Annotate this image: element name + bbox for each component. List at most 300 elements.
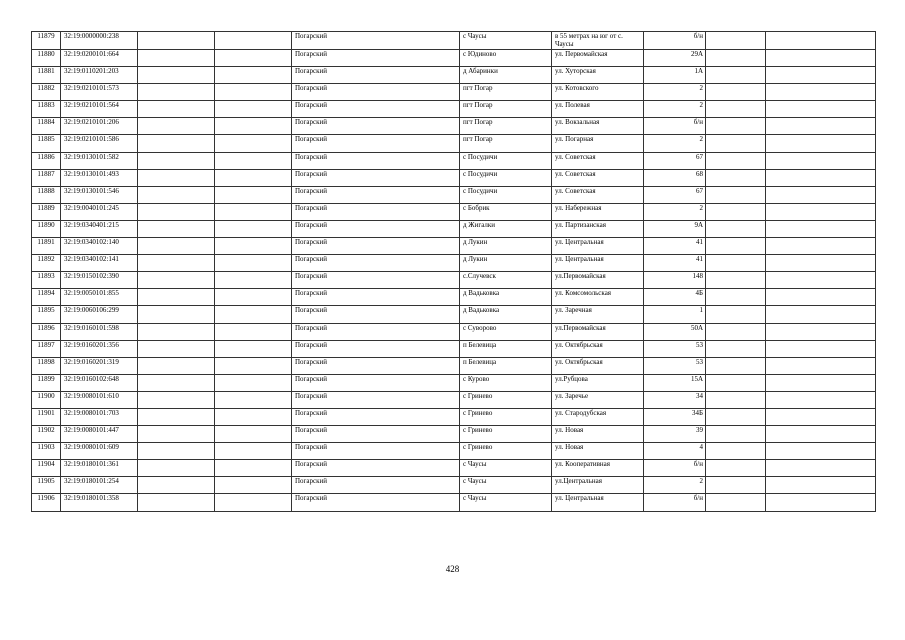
street-cell: ул. Новая (552, 443, 644, 460)
empty-cell (766, 374, 876, 391)
locality-cell: с Чаусы (460, 460, 552, 477)
empty-cell (706, 340, 766, 357)
empty-cell (215, 220, 292, 237)
empty-cell (706, 391, 766, 408)
table-row (32, 84, 876, 101)
empty-cell (766, 272, 876, 289)
table-row (32, 357, 876, 374)
house-number-cell: 15А (644, 374, 706, 391)
district-cell: Погарский (292, 426, 460, 443)
cadastral-number-cell: 32:19:0180101:361 (61, 460, 138, 477)
empty-cell (706, 477, 766, 494)
cadastral-number-cell: 32:19:0210101:573 (61, 84, 138, 101)
cadastral-number-cell: 32:19:0130101:493 (61, 169, 138, 186)
row-number-cell: 11903 (32, 443, 61, 460)
house-number-cell: б/н (644, 460, 706, 477)
row-number-cell: 11886 (32, 152, 61, 169)
empty-cell (706, 101, 766, 118)
house-number-cell: 148 (644, 272, 706, 289)
table-row (32, 323, 876, 340)
table-row (32, 443, 876, 460)
locality-cell: с Чаусы (460, 32, 552, 50)
empty-cell (766, 255, 876, 272)
empty-cell (766, 494, 876, 511)
locality-cell: с Чаусы (460, 494, 552, 511)
cadastral-number-cell: 32:19:0080101:610 (61, 391, 138, 408)
empty-cell (706, 306, 766, 323)
locality-cell: пгт Погар (460, 118, 552, 135)
locality-cell: с Суворово (460, 323, 552, 340)
empty-cell (215, 374, 292, 391)
row-number-cell: 11891 (32, 238, 61, 255)
locality-cell: с Посудичи (460, 169, 552, 186)
empty-cell (766, 169, 876, 186)
table-row (32, 220, 876, 237)
locality-cell: пгт Погар (460, 135, 552, 152)
table-row (32, 340, 876, 357)
cadastral-number-cell: 32:19:0080101:447 (61, 426, 138, 443)
house-number-cell: 29А (644, 50, 706, 67)
street-cell: ул. Котовского (552, 84, 644, 101)
locality-cell: с Гринево (460, 408, 552, 425)
cadastral-number-cell: 32:19:0110201:203 (61, 67, 138, 84)
empty-cell (138, 391, 215, 408)
empty-cell (138, 306, 215, 323)
empty-cell (138, 357, 215, 374)
street-cell: ул. Октябрьская (552, 357, 644, 374)
row-number-cell: 11894 (32, 289, 61, 306)
empty-cell (138, 186, 215, 203)
district-cell: Погарский (292, 391, 460, 408)
empty-cell (706, 50, 766, 67)
row-number-cell: 11888 (32, 186, 61, 203)
empty-cell (138, 135, 215, 152)
table-row (32, 477, 876, 494)
street-cell: ул.Первомайская (552, 323, 644, 340)
row-number-cell: 11905 (32, 477, 61, 494)
empty-cell (138, 152, 215, 169)
locality-cell: д Жигалки (460, 220, 552, 237)
table-row (32, 289, 876, 306)
row-number-cell: 11904 (32, 460, 61, 477)
empty-cell (766, 323, 876, 340)
locality-cell: пгт Погар (460, 84, 552, 101)
street-cell: ул.Центральная (552, 477, 644, 494)
empty-cell (766, 443, 876, 460)
row-number-cell: 11890 (32, 220, 61, 237)
district-cell: Погарский (292, 203, 460, 220)
district-cell: Погарский (292, 220, 460, 237)
district-cell: Погарский (292, 50, 460, 67)
district-cell: Погарский (292, 238, 460, 255)
street-cell: ул. Полевая (552, 101, 644, 118)
house-number-cell: 53 (644, 340, 706, 357)
house-number-cell: б/н (644, 32, 706, 50)
cadastral-number-cell: 32:19:0060106:299 (61, 306, 138, 323)
house-number-cell: 4Б (644, 289, 706, 306)
street-cell: ул. Новая (552, 426, 644, 443)
empty-cell (766, 186, 876, 203)
empty-cell (706, 220, 766, 237)
district-cell: Погарский (292, 32, 460, 50)
table-row (32, 426, 876, 443)
district-cell: Погарский (292, 477, 460, 494)
street-cell: ул. Вокзальная (552, 118, 644, 135)
street-cell: ул. Набережная (552, 203, 644, 220)
empty-cell (706, 408, 766, 425)
cadastral-number-cell: 32:19:0130101:546 (61, 186, 138, 203)
house-number-cell: 9А (644, 220, 706, 237)
row-number-cell: 11882 (32, 84, 61, 101)
empty-cell (706, 135, 766, 152)
empty-cell (215, 101, 292, 118)
row-number-cell: 11883 (32, 101, 61, 118)
empty-cell (706, 238, 766, 255)
house-number-cell: б/н (644, 118, 706, 135)
table-row (32, 32, 876, 50)
house-number-cell: 2 (644, 101, 706, 118)
locality-cell: п Белевица (460, 340, 552, 357)
row-number-cell: 11902 (32, 426, 61, 443)
row-number-cell: 11899 (32, 374, 61, 391)
empty-cell (138, 289, 215, 306)
empty-cell (766, 135, 876, 152)
table-row (32, 118, 876, 135)
empty-cell (706, 203, 766, 220)
locality-cell: пгт Погар (460, 101, 552, 118)
table-row (32, 238, 876, 255)
house-number-cell: 2 (644, 203, 706, 220)
row-number-cell: 11889 (32, 203, 61, 220)
street-cell: ул. Советская (552, 169, 644, 186)
empty-cell (215, 357, 292, 374)
cadastral-number-cell: 32:19:0160101:598 (61, 323, 138, 340)
house-number-cell: 41 (644, 255, 706, 272)
cadastral-number-cell: 32:19:0130101:582 (61, 152, 138, 169)
locality-cell: д Лукин (460, 255, 552, 272)
house-number-cell: 1А (644, 67, 706, 84)
district-cell: Погарский (292, 408, 460, 425)
empty-cell (215, 135, 292, 152)
table-row (32, 408, 876, 425)
empty-cell (766, 357, 876, 374)
empty-cell (215, 152, 292, 169)
empty-cell (766, 152, 876, 169)
row-number-cell: 11897 (32, 340, 61, 357)
house-number-cell: 53 (644, 357, 706, 374)
locality-cell: с Посудичи (460, 152, 552, 169)
empty-cell (215, 50, 292, 67)
locality-cell: с Бобрик (460, 203, 552, 220)
cadastral-number-cell: 32:19:0340102:140 (61, 238, 138, 255)
row-number-cell: 11900 (32, 391, 61, 408)
locality-cell: д Вадьковка (460, 306, 552, 323)
locality-cell: д Вадьковка (460, 289, 552, 306)
table-row (32, 272, 876, 289)
house-number-cell: 2 (644, 477, 706, 494)
street-cell: ул. Заречная (552, 306, 644, 323)
district-cell: Погарский (292, 357, 460, 374)
street-cell: ул. Погарная (552, 135, 644, 152)
cadastral-number-cell: 32:19:0200101:664 (61, 50, 138, 67)
empty-cell (215, 306, 292, 323)
cadastral-number-cell: 32:19:0040101:245 (61, 203, 138, 220)
street-cell: ул. Центральная (552, 255, 644, 272)
row-number-cell: 11881 (32, 67, 61, 84)
empty-cell (706, 426, 766, 443)
empty-cell (138, 272, 215, 289)
table-row (32, 135, 876, 152)
empty-cell (215, 272, 292, 289)
house-number-cell: 39 (644, 426, 706, 443)
empty-cell (706, 357, 766, 374)
house-number-cell: 50А (644, 323, 706, 340)
empty-cell (138, 443, 215, 460)
empty-cell (215, 289, 292, 306)
street-cell: ул. Центральная (552, 494, 644, 511)
street-cell: ул. Партизанская (552, 220, 644, 237)
empty-cell (706, 32, 766, 50)
district-cell: Погарский (292, 494, 460, 511)
empty-cell (766, 50, 876, 67)
empty-cell (138, 118, 215, 135)
district-cell: Погарский (292, 306, 460, 323)
row-number-cell: 11896 (32, 323, 61, 340)
street-cell: ул. Комсомольская (552, 289, 644, 306)
cadastral-number-cell: 32:19:0340401:215 (61, 220, 138, 237)
cadastral-number-cell: 32:19:0080101:703 (61, 408, 138, 425)
empty-cell (766, 32, 876, 50)
empty-cell (215, 323, 292, 340)
locality-cell: с Чаусы (460, 477, 552, 494)
empty-cell (766, 220, 876, 237)
house-number-cell: 67 (644, 152, 706, 169)
empty-cell (706, 443, 766, 460)
district-cell: Погарский (292, 84, 460, 101)
empty-cell (766, 203, 876, 220)
empty-cell (138, 255, 215, 272)
table-row (32, 391, 876, 408)
empty-cell (215, 477, 292, 494)
empty-cell (215, 494, 292, 511)
district-cell: Погарский (292, 101, 460, 118)
table-row (32, 67, 876, 84)
house-number-cell: б/н (644, 494, 706, 511)
empty-cell (138, 494, 215, 511)
empty-cell (215, 255, 292, 272)
district-cell: Погарский (292, 460, 460, 477)
row-number-cell: 11880 (32, 50, 61, 67)
empty-cell (138, 374, 215, 391)
cadastral-number-cell: 32:19:0340102:141 (61, 255, 138, 272)
empty-cell (766, 477, 876, 494)
empty-cell (138, 84, 215, 101)
district-cell: Погарский (292, 374, 460, 391)
empty-cell (766, 391, 876, 408)
empty-cell (766, 84, 876, 101)
row-number-cell: 11906 (32, 494, 61, 511)
cadastral-number-cell: 32:19:0080101:609 (61, 443, 138, 460)
row-number-cell: 11895 (32, 306, 61, 323)
table-row (32, 494, 876, 511)
property-registry-table (31, 31, 876, 512)
empty-cell (215, 118, 292, 135)
empty-cell (138, 426, 215, 443)
empty-cell (138, 477, 215, 494)
table-row (32, 186, 876, 203)
empty-cell (706, 84, 766, 101)
empty-cell (215, 32, 292, 50)
empty-cell (138, 408, 215, 425)
table-row (32, 374, 876, 391)
empty-cell (215, 238, 292, 255)
empty-cell (706, 272, 766, 289)
empty-cell (706, 67, 766, 84)
empty-cell (766, 426, 876, 443)
cadastral-number-cell: 32:19:0050101:855 (61, 289, 138, 306)
empty-cell (766, 289, 876, 306)
street-cell: ул. Хуторская (552, 67, 644, 84)
table-row (32, 203, 876, 220)
district-cell: Погарский (292, 169, 460, 186)
locality-cell: с.Случевск (460, 272, 552, 289)
cadastral-number-cell: 32:19:0180101:358 (61, 494, 138, 511)
empty-cell (766, 238, 876, 255)
house-number-cell: 68 (644, 169, 706, 186)
empty-cell (138, 340, 215, 357)
street-cell: ул. Заречье (552, 391, 644, 408)
empty-cell (215, 443, 292, 460)
empty-cell (215, 169, 292, 186)
district-cell: Погарский (292, 186, 460, 203)
district-cell: Погарский (292, 255, 460, 272)
empty-cell (215, 408, 292, 425)
cadastral-number-cell: 32:19:0210101:586 (61, 135, 138, 152)
empty-cell (215, 426, 292, 443)
empty-cell (706, 186, 766, 203)
empty-cell (766, 101, 876, 118)
empty-cell (706, 152, 766, 169)
street-cell: ул. Кооперативная (552, 460, 644, 477)
empty-cell (215, 460, 292, 477)
empty-cell (138, 101, 215, 118)
empty-cell (706, 374, 766, 391)
house-number-cell: 4 (644, 443, 706, 460)
district-cell: Погарский (292, 152, 460, 169)
table-row (32, 101, 876, 118)
cadastral-number-cell: 32:19:0000000:238 (61, 32, 138, 50)
locality-cell: с Гринево (460, 426, 552, 443)
empty-cell (706, 289, 766, 306)
street-cell: ул. Центральная (552, 238, 644, 255)
cadastral-number-cell: 32:19:0180101:254 (61, 477, 138, 494)
empty-cell (766, 460, 876, 477)
table-row (32, 50, 876, 67)
row-number-cell: 11885 (32, 135, 61, 152)
district-cell: Погарский (292, 118, 460, 135)
cadastral-number-cell: 32:19:0210101:206 (61, 118, 138, 135)
street-cell: ул. Советская (552, 186, 644, 203)
empty-cell (215, 391, 292, 408)
street-cell: ул. Октябрьская (552, 340, 644, 357)
empty-cell (215, 203, 292, 220)
empty-cell (138, 460, 215, 477)
empty-cell (138, 169, 215, 186)
table-row (32, 255, 876, 272)
locality-cell: п Белевица (460, 357, 552, 374)
district-cell: Погарский (292, 443, 460, 460)
empty-cell (766, 340, 876, 357)
house-number-cell: 67 (644, 186, 706, 203)
house-number-cell: 2 (644, 84, 706, 101)
row-number-cell: 11893 (32, 272, 61, 289)
empty-cell (138, 203, 215, 220)
empty-cell (138, 323, 215, 340)
row-number-cell: 11892 (32, 255, 61, 272)
district-cell: Погарский (292, 272, 460, 289)
empty-cell (706, 169, 766, 186)
house-number-cell: 2 (644, 135, 706, 152)
street-cell: ул. Первомайская (552, 50, 644, 67)
street-cell: ул. Советская (552, 152, 644, 169)
empty-cell (706, 323, 766, 340)
empty-cell (706, 494, 766, 511)
cadastral-number-cell: 32:19:0160102:648 (61, 374, 138, 391)
district-cell: Погарский (292, 340, 460, 357)
locality-cell: с Гринево (460, 391, 552, 408)
row-number-cell: 11887 (32, 169, 61, 186)
locality-cell: с Курово (460, 374, 552, 391)
row-number-cell: 11898 (32, 357, 61, 374)
house-number-cell: 1 (644, 306, 706, 323)
table-row (32, 152, 876, 169)
cadastral-number-cell: 32:19:0160201:356 (61, 340, 138, 357)
street-cell: ул. Стародубская (552, 408, 644, 425)
empty-cell (706, 460, 766, 477)
locality-cell: д Лукин (460, 238, 552, 255)
house-number-cell: 41 (644, 238, 706, 255)
house-number-cell: 34 (644, 391, 706, 408)
cadastral-number-cell: 32:19:0150102:390 (61, 272, 138, 289)
district-cell: Погарский (292, 135, 460, 152)
empty-cell (138, 220, 215, 237)
table-row (32, 306, 876, 323)
table-body (32, 32, 876, 512)
empty-cell (215, 340, 292, 357)
cadastral-number-cell: 32:19:0210101:564 (61, 101, 138, 118)
empty-cell (215, 186, 292, 203)
street-cell: ул.Первомайская (552, 272, 644, 289)
row-number-cell: 11901 (32, 408, 61, 425)
empty-cell (766, 408, 876, 425)
empty-cell (706, 255, 766, 272)
empty-cell (138, 32, 215, 50)
empty-cell (138, 238, 215, 255)
empty-cell (766, 67, 876, 84)
house-number-cell: 34Б (644, 408, 706, 425)
street-cell: ул.Рубцова (552, 374, 644, 391)
empty-cell (138, 67, 215, 84)
district-cell: Погарский (292, 289, 460, 306)
empty-cell (706, 118, 766, 135)
table-row (32, 169, 876, 186)
cadastral-number-cell: 32:19:0160201:319 (61, 357, 138, 374)
row-number-cell: 11879 (32, 32, 61, 50)
empty-cell (138, 50, 215, 67)
table-row (32, 460, 876, 477)
locality-cell: с Посудичи (460, 186, 552, 203)
locality-cell: с Юдиново (460, 50, 552, 67)
